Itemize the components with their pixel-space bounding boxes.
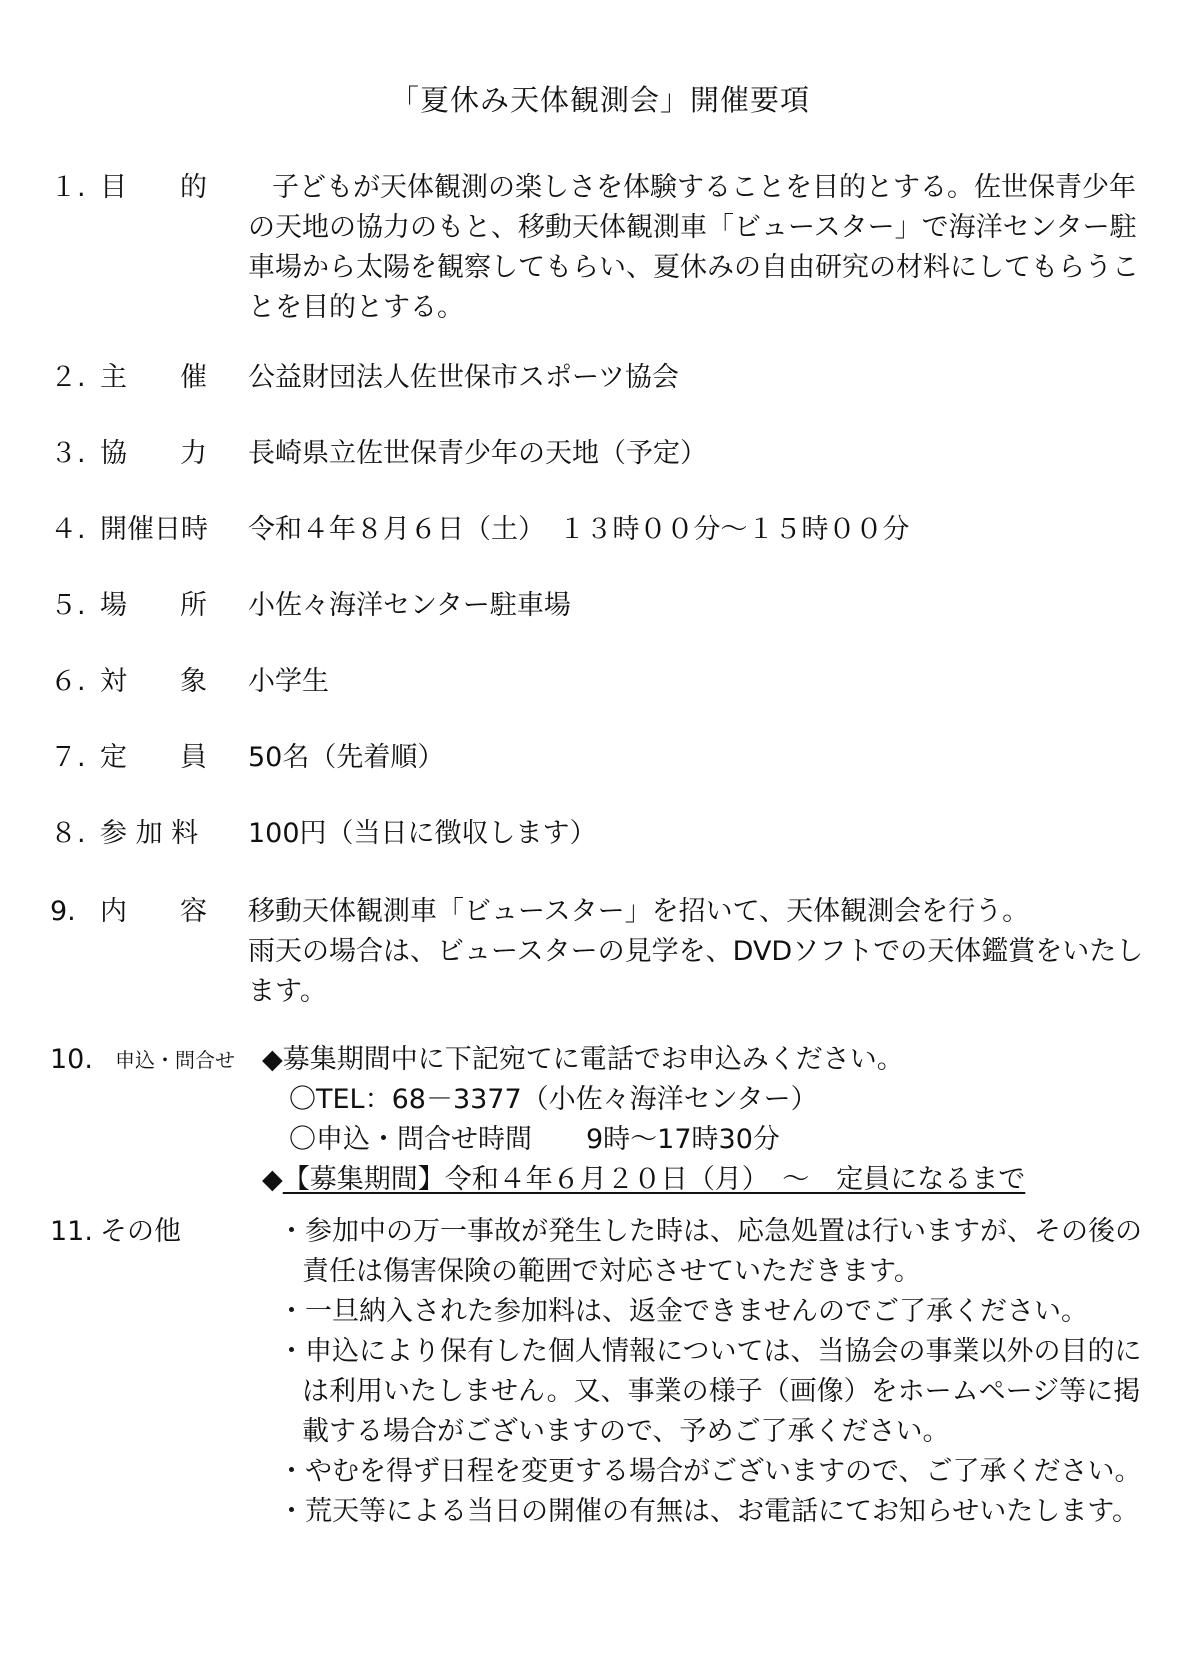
section-number: 11.: [50, 1216, 93, 1247]
note-item: ・参加中の万一事故が発生した時は、応急処置は行いますが、その後の責任は傷害保険の範囲で対応させていただきます。: [278, 1216, 1142, 1287]
note-item: ・やむを得ず日程を変更する場合がございますので、ご了承ください。: [278, 1456, 1142, 1487]
application-period: ◆【募集期間】令和４年６月２０日（月） ～ 定員になるまで: [262, 1164, 1026, 1195]
section-number: 10.: [50, 1044, 93, 1075]
document-title: 「夏休み天体観測会」開催要項: [389, 83, 810, 117]
section-number: ２.: [50, 362, 86, 393]
notes-list: [278, 1212, 1158, 1532]
section-text: 小佐々海洋センター駐車場: [248, 590, 571, 621]
note-item: ・荒天等による当日の開催の有無は、お電話にてお知らせいたします。: [278, 1496, 1140, 1527]
section-label: 申込・問合せ: [115, 1048, 235, 1072]
section-text: 移動天体観測車「ビュースター」を招いて、天体観測会を行う。 雨天の場合は、ビュースターの見学を、DVDソフトでの天体鑑賞をいたします。: [248, 896, 1144, 1007]
section-label: その他: [100, 1216, 181, 1247]
section-number: ６.: [50, 666, 86, 697]
section-text: 50名（先着順）: [248, 742, 445, 773]
section-text: 小学生: [248, 666, 329, 697]
section-number: ３.: [50, 438, 86, 469]
section-text: 子どもが天体観測の楽しさを体験することを目的とする。佐世保青少年の天地の協力のもと、移動天体観測車「ビュースター」で海洋センター駐車場から太陽を観察してもらい、夏休みの自由研究の材料にしてもらうことを目的とする。: [248, 172, 1139, 323]
section-number: ８.: [50, 818, 86, 849]
note-item: ・一旦納入された参加料は、返金できませんのでご了承ください。: [278, 1296, 1088, 1327]
section-text: 100円（当日に徴収します）: [248, 818, 597, 849]
section-number: 9.: [50, 896, 76, 927]
section-number: ７.: [50, 742, 86, 773]
section-text: ◆募集期間中に下記宛てに電話でお申込みください。 〇TEL：68－3377（小佐々海洋センター） 〇申込・問合せ時間 9時～17時30分 ◆【募集期間】令和４年６月２０日（月） ～ 定員になるまで: [262, 1040, 1154, 1200]
section-text: 公益財団法人佐世保市スポーツ協会: [248, 362, 679, 393]
note-item: ・申込により保有した個人情報については、当協会の事業以外の目的には利用いたしません。又、事業の様子（画像）をホームページ等に掲載する場合がございますので、予めご了承ください。: [278, 1336, 1142, 1447]
section-label: 開催日時: [100, 514, 208, 545]
section-text: 長崎県立佐世保青少年の天地（予定）: [248, 438, 707, 469]
section-number: １.: [50, 172, 86, 203]
section-number: ５.: [50, 590, 86, 621]
section-label: 参 加 料: [100, 818, 199, 849]
section-text: 令和４年８月６日（土） １３時００分～１５時００分: [248, 514, 910, 545]
section-number: ４.: [50, 514, 86, 545]
